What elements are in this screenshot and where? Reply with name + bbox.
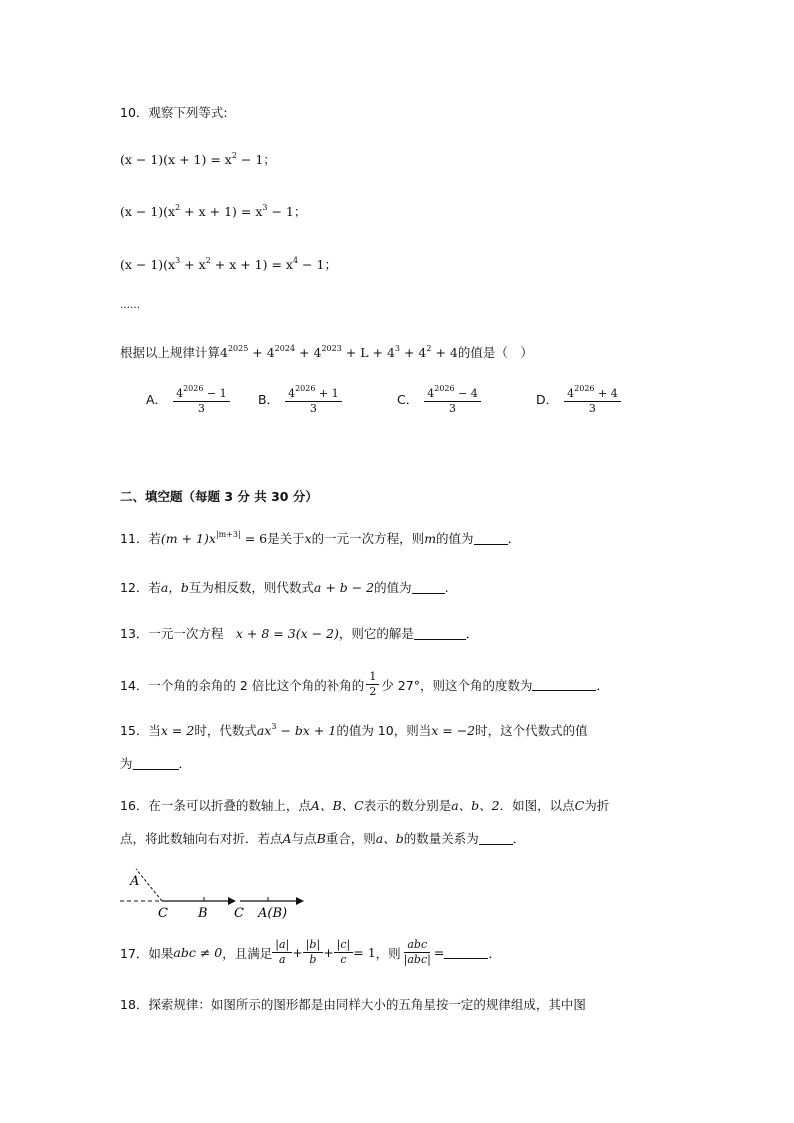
q10-equation-2: $(x - 1)(x^2 + x + 1) = x^3 - 1$； xyxy=(120,203,307,219)
q10-option-c[interactable]: C． $\frac{4^{2026} - 4}{3}$ xyxy=(397,382,481,416)
q15-line-1: 15．当x = 2时，代数式$ax^3$ − bx + 1的值为 10，则当x = −2时，这个代数式的值 xyxy=(120,722,588,738)
q13: 13．一元一次方程 x + 8 = 3(x − 2)，则它的解是 ． xyxy=(120,626,479,641)
q13-answer-blank[interactable] xyxy=(414,627,466,640)
q16-line-1: 16．在一条可以折叠的数轴上，点A、B、C表示的数分别是a、b、2．如图，以点C为折 xyxy=(120,798,610,813)
q15-answer-blank[interactable] xyxy=(133,757,179,770)
label-a: A xyxy=(130,874,140,889)
q15-line-2: 为 ． xyxy=(120,756,192,771)
q11: 11．若$(m + 1)x^{|m+3|} = 6$是关于x的一元一次方程，则m的值为 ． xyxy=(120,530,521,546)
q16-answer-blank[interactable] xyxy=(479,832,513,845)
q10-option-d[interactable]: D． $\frac{4^{2026} + 4}{3}$ xyxy=(536,382,621,416)
q10-equation-1: $(x - 1)(x + 1) = x^2 - 1$； xyxy=(120,151,276,167)
q12-answer-blank[interactable] xyxy=(412,581,445,594)
q12: 12．若a，b互为相反数，则代数式a + b − 2的值为 . xyxy=(120,580,449,595)
label-b: B xyxy=(198,906,208,921)
fold-dashed-segment xyxy=(136,869,162,901)
section-heading: 二、填空题（每题 3 分 共 30 分） xyxy=(120,489,318,504)
q10-ellipsis: …… xyxy=(120,300,140,311)
q18: 18．探索规律：如图所示的图形都是由同样大小的五角星按一定的规律组成，其中图 xyxy=(120,997,586,1012)
arrow-head-icon xyxy=(228,897,236,905)
q14-answer-blank[interactable] xyxy=(532,678,596,691)
q17-answer-blank[interactable] xyxy=(444,946,488,959)
q14: 14．一个角的余角的 2 倍比这个角的补角的 $\frac{1}{2}$ 少 27°，则这个角的度数为 ． xyxy=(120,670,609,698)
q16-number-line-figure xyxy=(118,860,318,922)
q16-line-2: 点，将此数轴向右对折．若点A与点B重合，则a、b的数量关系为 ． xyxy=(120,831,526,846)
q11-answer-blank[interactable] xyxy=(474,532,508,545)
label-c-folded: C xyxy=(234,906,244,921)
folded-arrow-head-icon xyxy=(296,897,304,905)
label-a-b: A(B) xyxy=(258,906,288,921)
q10-question: 根据以上规律计算$4^{2025} + 4^{2024} + 4^{2023} + L + 4^3 + 4^2 + 4$的值是（ ） xyxy=(120,344,533,360)
q10-title: 10．观察下列等式: xyxy=(120,105,228,120)
q10-option-b[interactable]: B． $\frac{4^{2026} + 1}{3}$ xyxy=(258,382,342,416)
label-c: C xyxy=(158,906,168,921)
q10-option-a[interactable]: A． $\frac{4^{2026} - 1}{3}$ xyxy=(146,382,230,416)
q17: 17．如果 abc ≠ 0 ，且满足 $\frac{|a|}{a}$ + $\frac{|b|}{b}$ + $\frac{|c|}{c}$ = 1 ，则 $\frac{\text{abc}}{\text{|abc|}}$ = ． xyxy=(120,938,501,966)
q10-sum-expression: $4^{2025} + 4^{2024} + 4^{2023} + L + 4^3 + 4^2 + 4$ xyxy=(220,344,458,360)
q10-equation-3: $(x - 1)(x^3 + x^2 + x + 1) = x^4 - 1$； xyxy=(120,256,337,272)
